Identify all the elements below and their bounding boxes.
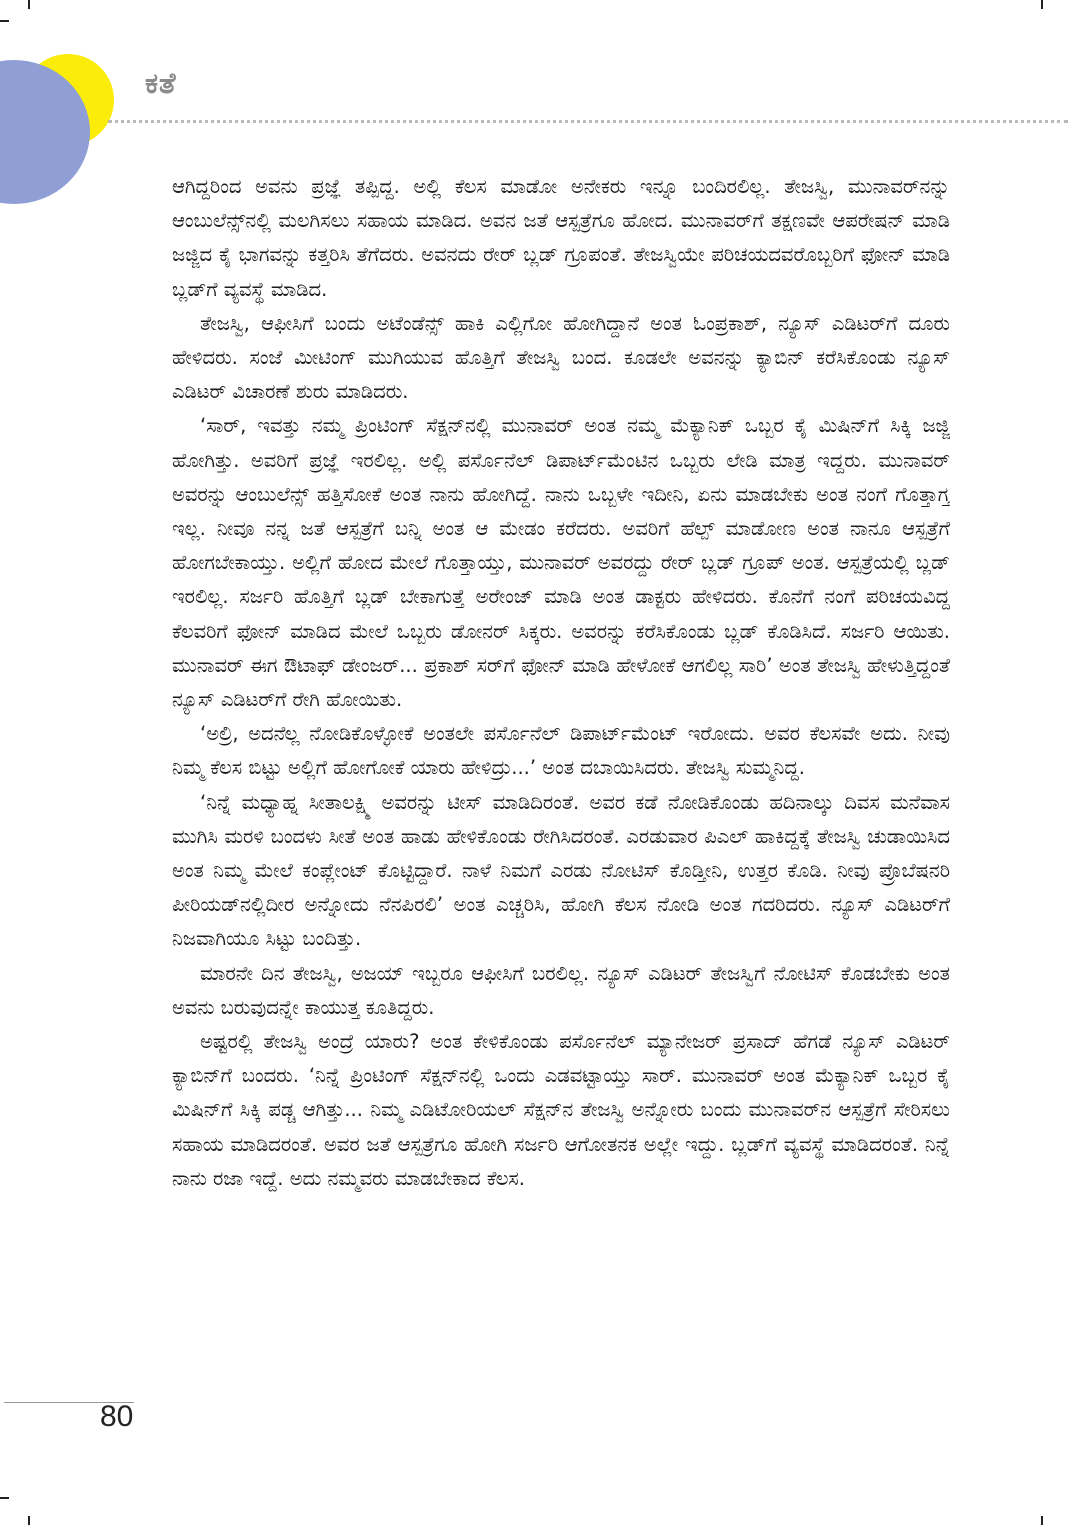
- crop-mark-top-right: [1041, 0, 1043, 9]
- paragraph: ಮಾರನೇ ದಿನ ತೇಜಸ್ವಿ, ಅಜಯ್ ಇಬ್ಬರೂ ಆಫೀಸಿಗೆ ಬರಲಿಲ್ಲ. ನ್ಯೂಸ್ ಎಡಿಟರ್ ತೇಜಸ್ವಿಗೆ ನೋಟಿಸ್ ಕೊಡಬೇಕು ಅಂತ ಅವನು ಬರುವುದನ್ನೇ ಕಾಯುತ್ತ ಕೂತಿದ್ದರು.: [172, 961, 950, 1019]
- crop-mark-left-bottom: [0, 1497, 9, 1499]
- paragraph: ‘ಸಾರ್, ಇವತ್ತು ನಮ್ಮ ಪ್ರಿಂಟಿಂಗ್ ಸೆಕ್ಷನ್‌ನಲ್ಲಿ ಮುನಾವರ್ ಅಂತ ನಮ್ಮ ಮೆಕ್ಯಾನಿಕ್ ಒಬ್ಬರ ಕೈ ಮಿಷಿನ್‌ಗೆ ಸಿಕ್ಕಿ ಜಜ್ಜಿ ಹೋಗಿತ್ತು. ಅವರಿಗೆ ಪ್ರಜ್ಞೆ ಇರಲಿಲ್ಲ. ಅಲ್ಲಿ ಪರ್ಸೊನೆಲ್ ಡಿಪಾರ್ಟ್‌ಮೆಂಟಿನ ಒಬ್ಬರು ಲೇಡಿ ಮಾತ್ರ ಇದ್ದರು. ಮುನಾವರ್ ಅವರನ್ನು ಆಂಬುಲೆನ್ಸ್ ಹತ್ತಿಸೋಕೆ ಅಂತ ನಾನು ಹೋಗಿದ್ದೆ. ನಾನು ಒಬ್ಬಳೇ ಇದೀನಿ, ಏನು ಮಾಡಬೇಕು ಅಂತ ನಂಗೆ ಗೊತ್ತಾಗ್ತ ಇಲ್ಲ. ನೀವೂ ನನ್ನ ಜತೆ ಆಸ್ಪತ್ರೆಗೆ ಬನ್ನಿ ಅಂತ ಆ ಮೇಡಂ ಕರೆದರು. ಅವರಿಗೆ ಹೆಲ್ಪ್ ಮಾಡೋಣ ಅಂತ ನಾನೂ ಆಸ್ಪತ್ರೆಗೆ ಹೋಗಬೇಕಾಯ್ತು. ಅಲ್ಲಿಗೆ ಹೋದ ಮೇಲೆ ಗೊತ್ತಾಯ್ತು, ಮುನಾವರ್ ಅವರದ್ದು ರೇರ್ ಬ್ಲಡ್ ಗ್ರೂಪ್ ಅಂತ. ಆಸ್ಪತ್ರೆಯಲ್ಲಿ ಬ್ಲಡ್ ಇರಲಿಲ್ಲ. ಸರ್ಜರಿ ಹೊತ್ತಿಗೆ ಬ್ಲಡ್ ಬೇಕಾಗುತ್ತೆ ಅರೇಂಜ್ ಮಾಡಿ ಅಂತ ಡಾಕ್ಟರು ಹೇಳಿದರು. ಕೊನೆಗೆ ನಂಗೆ ಪರಿಚಯವಿದ್ದ ಕೆಲವರಿಗೆ ಫೋನ್ ಮಾಡಿದ ಮೇಲೆ ಒಬ್ಬರು ಡೋನರ್ ಸಿಕ್ಕರು. ಅವರನ್ನು ಕರೆಸಿಕೊಂಡು ಬ್ಲಡ್ ಕೊಡಿಸಿದೆ. ಸರ್ಜರಿ ಆಯಿತು. ಮುನಾವರ್ ಈಗ ಔಟಾಫ್ ಡೇಂಜರ್... ಪ್ರಕಾಶ್ ಸರ್‌ಗೆ ಫೋನ್ ಮಾಡಿ ಹೇಳೋಕೆ ಆಗಲಿಲ್ಲ ಸಾರಿ’ ಅಂತ ತೇಜಸ್ವಿ ಹೇಳುತ್ತಿದ್ದಂತೆ ನ್ಯೂಸ್ ಎಡಿಟರ್‌ಗೆ ರೇಗಿ ಹೋಯಿತು.: [172, 414, 950, 712]
- crop-mark-top-left: [28, 0, 30, 9]
- story-body: [172, 170, 950, 1395]
- paragraph: ತೇಜಸ್ವಿ, ಆಫೀಸಿಗೆ ಬಂದು ಅಟೆಂಡೆನ್ಸ್ ಹಾಕಿ ಎಲ್ಲಿಗೋ ಹೋಗಿದ್ದಾನೆ ಅಂತ ಓಂಪ್ರಕಾಶ್, ನ್ಯೂಸ್ ಎಡಿಟರ್‌ಗೆ ದೂರು ಹೇಳಿದರು. ಸಂಜೆ ಮೀಟಿಂಗ್ ಮುಗಿಯುವ ಹೊತ್ತಿಗೆ ತೇಜಸ್ವಿ ಬಂದ. ಕೂಡಲೇ ಅವನನ್ನು ಕ್ಯಾಬಿನ್ ಕರೆಸಿಕೊಂಡು ನ್ಯೂಸ್ ಎಡಿಟರ್ ವಿಚಾರಣೆ ಶುರು ಮಾಡಿದರು.: [172, 311, 950, 404]
- paragraph: ಆಗಿದ್ದರಿಂದ ಅವನು ಪ್ರಜ್ಞೆ ತಪ್ಪಿದ್ದ. ಅಲ್ಲಿ ಕೆಲಸ ಮಾಡೋ ಅನೇಕರು ಇನ್ನೂ ಬಂದಿರಲಿಲ್ಲ. ತೇಜಸ್ವಿ, ಮುನಾವರ್‌ನನ್ನು ಆಂಬುಲೆನ್ಸ್‌ನಲ್ಲಿ ಮಲಗಿಸಲು ಸಹಾಯ ಮಾಡಿದ. ಅವನ ಜತೆ ಆಸ್ಪತ್ರೆಗೂ ಹೋದ. ಮುನಾವರ್‌ಗೆ ತಕ್ಷಣವೇ ಆಪರೇಷನ್ ಮಾಡಿ ಜಜ್ಜಿದ ಕೈ ಭಾಗವನ್ನು ಕತ್ತರಿಸಿ ತೆಗೆದರು. ಅವನದು ರೇರ್ ಬ್ಲಡ್ ಗ್ರೂಪಂತೆ. ತೇಜಸ್ವಿಯೇ ಪರಿಚಯದವರೊಬ್ಬರಿಗೆ ಫೋನ್ ಮಾಡಿ ಬ್ಲಡ್‌ಗೆ ವ್ಯವಸ್ಥೆ ಮಾಡಿದ.: [172, 175, 950, 301]
- paragraph: ಅಷ್ಟರಲ್ಲಿ ತೇಜಸ್ವಿ ಅಂದ್ರೆ ಯಾರು? ಅಂತ ಕೇಳಿಕೊಂಡು ಪರ್ಸೊನೆಲ್ ಮ್ಯಾನೇಜರ್ ಪ್ರಸಾದ್ ಹೆಗಡೆ ನ್ಯೂಸ್ ಎಡಿಟರ್ ಕ್ಯಾಬಿನ್‌ಗೆ ಬಂದರು. ‘ನಿನ್ನೆ ಪ್ರಿಂಟಿಂಗ್ ಸೆಕ್ಷನ್‌ನಲ್ಲಿ ಒಂದು ಎಡವಟ್ಟಾಯ್ತು ಸಾರ್. ಮುನಾವರ್ ಅಂತ ಮೆಕ್ಯಾನಿಕ್ ಒಬ್ಬರ ಕೈ ಮಿಷಿನ್‌ಗೆ ಸಿಕ್ಕಿ ಪಡ್ಚ ಆಗಿತ್ತು... ನಿಮ್ಮ ಎಡಿಟೋರಿಯಲ್ ಸೆಕ್ಷನ್‌ನ ತೇಜಸ್ವಿ ಅನ್ನೋರು ಬಂದು ಮುನಾವರ್‌ನ ಆಸ್ಪತ್ರೆಗೆ ಸೇರಿಸಲು ಸಹಾಯ ಮಾಡಿದರಂತೆ. ಅವರ ಜತೆ ಆಸ್ಪತ್ರೆಗೂ ಹೋಗಿ ಸರ್ಜರಿ ಆಗೋತನಕ ಅಲ್ಲೇ ಇದ್ದು. ಬ್ಲಡ್‌ಗೆ ವ್ಯವಸ್ಥೆ ಮಾಡಿದರಂತೆ. ನಿನ್ನೆ ನಾನು ರಜಾ ಇದ್ದೆ. ಅದು ನಮ್ಮವರು ಮಾಡಬೇಕಾದ ಕೆಲಸ.: [172, 1030, 950, 1190]
- page-number: 80: [100, 1400, 134, 1433]
- crop-mark-bottom-right: [1041, 1516, 1043, 1525]
- paragraph: ‘ನಿನ್ನೆ ಮಧ್ಯಾಹ್ನ ಸೀತಾಲಕ್ಷ್ಮಿ ಅವರನ್ನು ಟೀಸ್ ಮಾಡಿದಿರಂತೆ. ಅವರ ಕಡೆ ನೋಡಿಕೊಂಡು ಹದಿನಾಲ್ಕು ದಿವಸ ಮನೆವಾಸ ಮುಗಿಸಿ ಮರಳಿ ಬಂದಳು ಸೀತೆ ಅಂತ ಹಾಡು ಹೇಳಿಕೊಂಡು ರೇಗಿಸಿದರಂತೆ. ಎರಡುವಾರ ಪಿಎಲ್ ಹಾಕಿದ್ದಕ್ಕೆ ತೇಜಸ್ವಿ ಚುಡಾಯಿಸಿದ ಅಂತ ನಿಮ್ಮ ಮೇಲೆ ಕಂಪ್ಲೇಂಟ್ ಕೊಟ್ಟಿದ್ದಾರೆ. ನಾಳೆ ನಿಮಗೆ ಎರಡು ನೋಟಿಸ್ ಕೊಡ್ತೀನಿ, ಉತ್ತರ ಕೊಡಿ. ನೀವು ಪ್ರೊಬೆಷನರಿ ಪೀರಿಯಡ್‌ನಲ್ಲಿದೀರ ಅನ್ನೋದು ನೆನಪಿರಲಿ’ ಅಂತ ಎಚ್ಚರಿಸಿ, ಹೋಗಿ ಕೆಲಸ ನೋಡಿ ಅಂತ ಗದರಿದರು. ನ್ಯೂಸ್ ಎಡಿಟರ್‌ಗೆ ನಿಜವಾಗಿಯೂ ಸಿಟ್ಟು ಬಂದಿತ್ತು.: [172, 790, 950, 951]
- paragraph: ‘ಅಲ್ರಿ, ಅದನೆಲ್ಲ ನೋಡಿಕೊಳ್ಳೋಕೆ ಅಂತಲೇ ಪರ್ಸೊನೆಲ್ ಡಿಪಾರ್ಟ್‌ಮೆಂಟ್ ಇರೋದು. ಅವರ ಕೆಲಸವೇ ಅದು. ನೀವು ನಿಮ್ಮ ಕೆಲಸ ಬಿಟ್ಟು ಅಲ್ಲಿಗೆ ಹೋಗೋಕೆ ಯಾರು ಹೇಳಿದ್ರು...’ ಅಂತ ದಬಾಯಿಸಿದರು. ತೇಜಸ್ವಿ ಸುಮ್ಮನಿದ್ದ.: [172, 722, 950, 780]
- section-title: ಕತೆ: [145, 66, 177, 100]
- crop-mark-left-top: [0, 20, 9, 22]
- crop-mark-bottom-left: [28, 1516, 30, 1525]
- header-dotted-rule: [108, 120, 1068, 123]
